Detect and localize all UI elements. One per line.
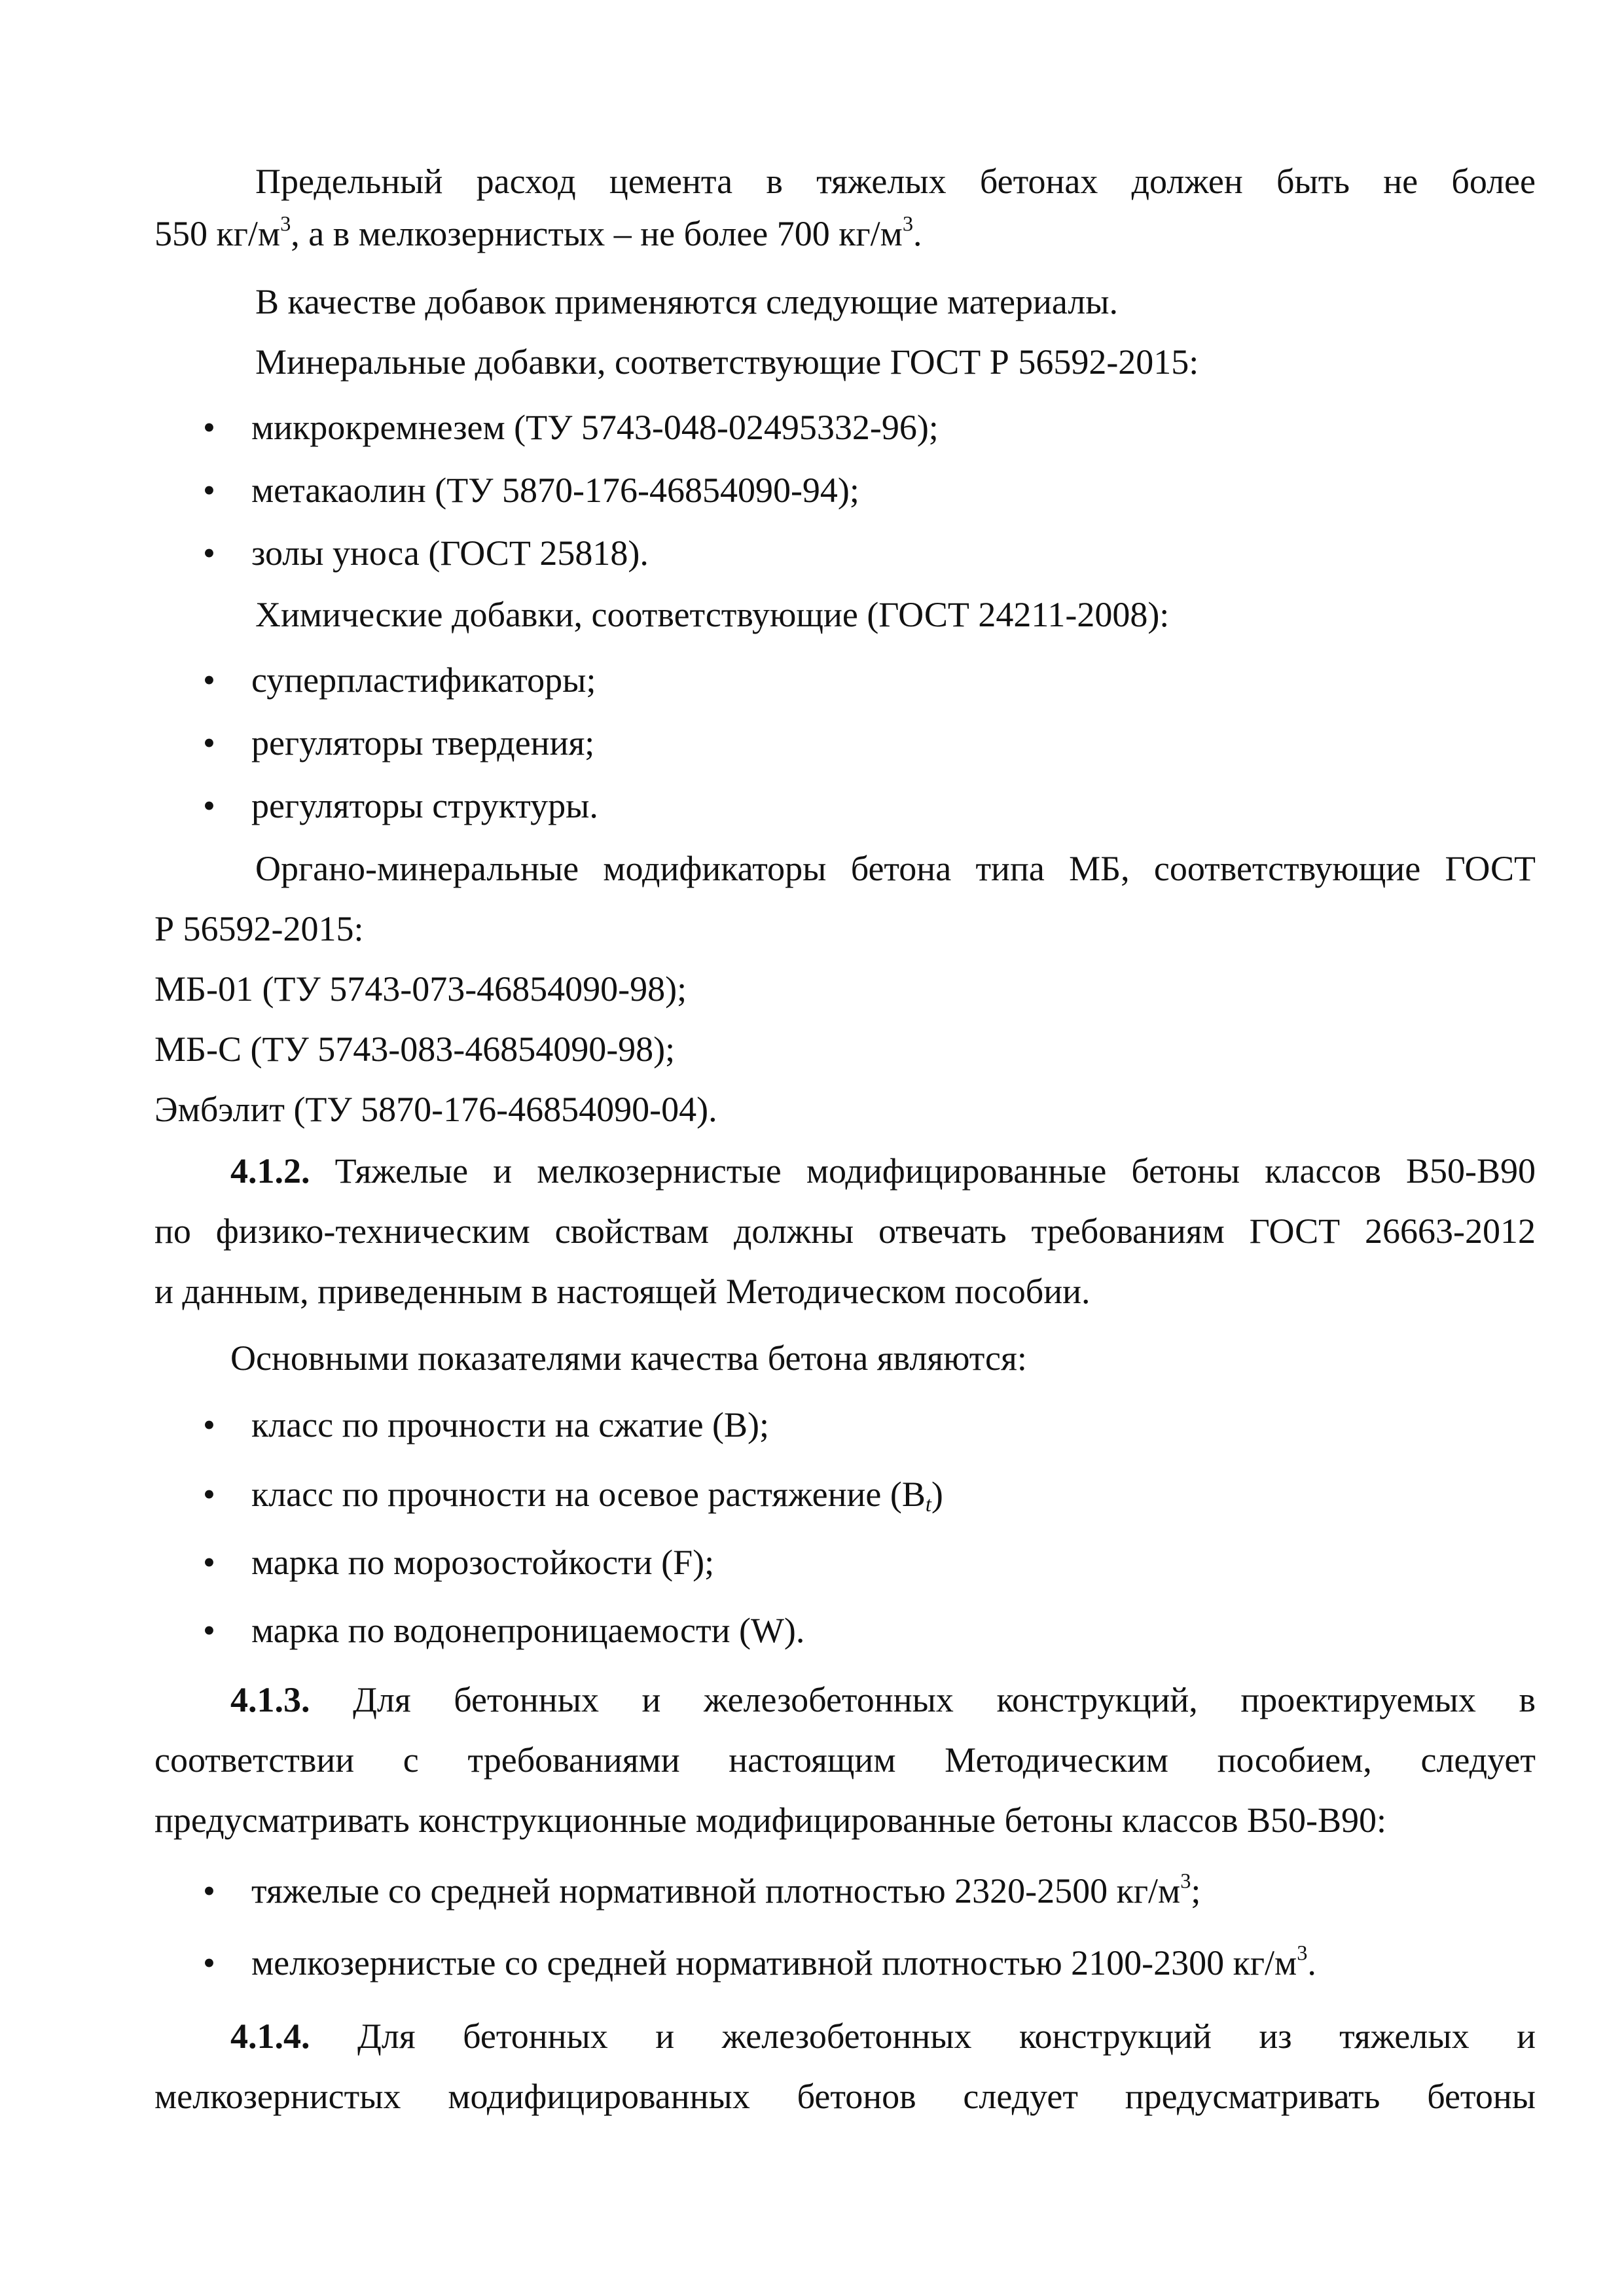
list-item: мелкозернистые со средней нормативной плотностью 2100-2300 $кг/м^3$.	[251, 1941, 1316, 1982]
paragraph-mb-modifiers-line1: Органо-минеральные модификаторы бетона типа МБ, соответствующие ГОСТ	[255, 849, 1536, 888]
paragraph-chemical-additives: Химические добавки, соответствующие (ГОСТ 24211-2008):	[255, 595, 1170, 634]
paragraph-additives-intro: В качестве добавок применяются следующие материалы.	[255, 282, 1119, 321]
section-4-1-3-line3: предусматривать конструкционные модифицированные бетоны классов В50-В90:	[154, 1801, 1387, 1840]
section-4-1-2-line2: по физико-техническим свойствам должны отвечать требованиям ГОСТ 26663-2012	[154, 1211, 1536, 1251]
bullet-icon: •	[203, 471, 215, 510]
bullet-icon: •	[203, 1543, 215, 1582]
section-4-1-4-line2: мелкозернистых модифицированных бетонов следует предусматривать бетоны	[154, 2077, 1536, 2116]
list-item: тяжелые со средней нормативной плотностью 2320-2500 $кг/м^3$;	[251, 1869, 1201, 1910]
bullet-icon: •	[203, 1943, 215, 1982]
list-item: МБ-01 (ТУ 5743-073-46854090-98);	[154, 969, 687, 1009]
bullet-icon: •	[203, 1475, 215, 1514]
bullet-icon: •	[203, 723, 215, 762]
bullet-icon: •	[203, 533, 215, 573]
section-number: 4.1.4.	[230, 2017, 310, 2056]
list-item: марка по морозостойкости (F);	[251, 1543, 715, 1582]
list-item: регуляторы структуры.	[251, 786, 598, 825]
bullet-icon: •	[203, 1405, 215, 1444]
bullet-icon: •	[203, 660, 215, 700]
list-item: микрокремнезем (ТУ 5743-048-02495332-96);	[251, 408, 939, 447]
section-4-1-3-line2: соответствии с требованиями настоящим Методическим пособием, следует	[154, 1740, 1536, 1780]
paragraph-cement-limit-line1: Предельный расход цемента в тяжелых бетонах должен быть не более	[255, 162, 1536, 201]
list-item: класс по прочности на осевое растяжение $(В_t)$	[251, 1475, 943, 1517]
list-item: золы уноса (ГОСТ 25818).	[251, 533, 649, 573]
list-item: Эмбэлит (ТУ 5870-176-46854090-04).	[154, 1090, 717, 1129]
list-item: марка по водонепроницаемости (W).	[251, 1611, 805, 1650]
list-item: класс по прочности на сжатие (В);	[251, 1405, 770, 1444]
bullet-icon: •	[203, 408, 215, 447]
section-4-1-2-line3: и данным, приведенным в настоящей Методическом пособии.	[154, 1272, 1091, 1311]
bullet-icon: •	[203, 786, 215, 825]
paragraph-mineral-additives: Минеральные добавки, соответствующие ГОСТ Р 56592-2015:	[255, 342, 1199, 382]
list-item: МБ-С (ТУ 5743-083-46854090-98);	[154, 1030, 676, 1069]
bullet-icon: •	[203, 1611, 215, 1650]
section-4-1-2-line1: 4.1.2. Тяжелые и мелкозернистые модифицированные бетоны классов В50-В90	[230, 1151, 1536, 1191]
list-item: суперпластификаторы;	[251, 660, 596, 700]
paragraph-mb-modifiers-line2: Р 56592-2015:	[154, 909, 364, 948]
paragraph-cement-limit-line2: 550 $кг/м^3$, а в мелкозернистых – не более 700 $кг/м^3$.	[154, 212, 922, 253]
list-item: регуляторы твердения;	[251, 723, 595, 762]
section-4-1-4-line1: 4.1.4. Для бетонных и железобетонных конструкций из тяжелых и	[230, 2017, 1536, 2056]
bullet-icon: •	[203, 1871, 215, 1910]
section-number: 4.1.2.	[230, 1151, 310, 1191]
section-number: 4.1.3.	[230, 1680, 310, 1719]
section-4-1-3-line1: 4.1.3. Для бетонных и железобетонных конструкций, проектируемых в	[230, 1680, 1536, 1719]
section-4-1-2-quality-intro: Основными показателями качества бетона являются:	[230, 1338, 1027, 1378]
list-item: метакаолин (ТУ 5870-176-46854090-94);	[251, 471, 859, 510]
